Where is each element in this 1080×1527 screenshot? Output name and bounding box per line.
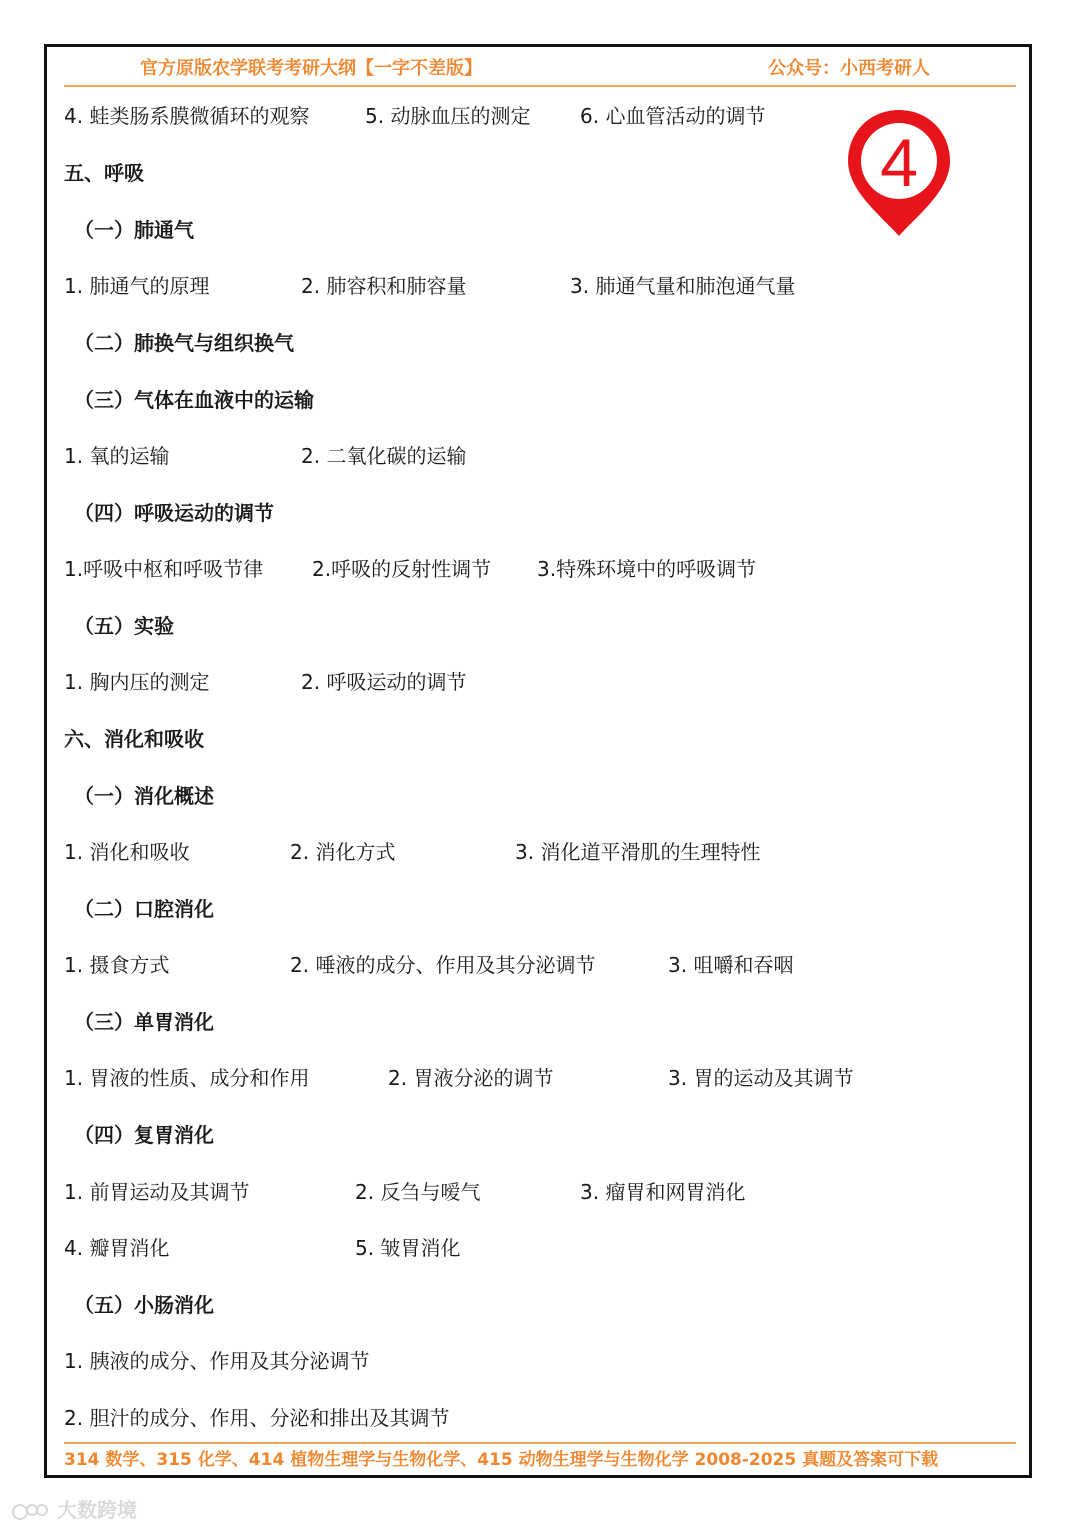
subsection-heading: （二）口腔消化	[74, 897, 214, 921]
outline-item: 2. 胆汁的成分、作用、分泌和排出及其调节	[64, 1406, 450, 1430]
watermark-logo-icon	[10, 1502, 50, 1522]
outline-item: 2. 胃液分泌的调节	[388, 1066, 554, 1090]
outline-item: 3.特殊环境中的呼吸调节	[537, 557, 757, 581]
outline-item: 5. 动脉血压的测定	[365, 104, 531, 128]
outline-item: 1. 胃液的性质、成分和作用	[64, 1066, 310, 1090]
outline-item: 1. 胸内压的测定	[64, 670, 210, 694]
outline-item: 2. 二氧化碳的运输	[301, 444, 467, 468]
outline-item: 2.呼吸的反射性调节	[312, 557, 492, 581]
outline-item: 4. 蛙类肠系膜微循环的观察	[64, 104, 310, 128]
outline-item: 1. 肺通气的原理	[64, 274, 210, 298]
outline-item: 3. 肺通气量和肺泡通气量	[570, 274, 796, 298]
subsection-heading: （五）小肠消化	[74, 1293, 214, 1317]
location-pin-badge	[844, 106, 954, 240]
subsection-heading: （一）消化概述	[74, 784, 214, 808]
outline-item: 2. 反刍与嗳气	[355, 1180, 481, 1204]
subsection-heading: （五）实验	[74, 614, 174, 638]
outline-item: 5. 皱胃消化	[355, 1236, 461, 1260]
outline-item: 2. 呼吸运动的调节	[301, 670, 467, 694]
subsection-heading: （三）气体在血液中的运输	[74, 388, 314, 412]
outline-item: 6. 心血管活动的调节	[580, 104, 766, 128]
page-frame	[44, 44, 1032, 1478]
outline-item: 3. 胃的运动及其调节	[668, 1066, 854, 1090]
watermark-text: 大数跨境	[56, 1498, 137, 1522]
section-heading: 五、呼吸	[64, 161, 144, 185]
subsection-heading: （四）复胃消化	[74, 1123, 214, 1147]
subsection-heading: （四）呼吸运动的调节	[74, 501, 274, 525]
outline-item: 3. 消化道平滑肌的生理特性	[515, 840, 761, 864]
header-account: 公众号：小西考研人	[768, 58, 930, 79]
outline-item: 1. 氧的运输	[64, 444, 170, 468]
outline-item: 2. 肺容积和肺容量	[301, 274, 467, 298]
section-heading: 六、消化和吸收	[64, 727, 204, 751]
outline-item: 1. 消化和吸收	[64, 840, 190, 864]
outline-item: 4. 瓣胃消化	[64, 1236, 170, 1260]
badge-number: 4	[880, 125, 918, 201]
header-title: 官方原版农学联考考研大纲【一字不差版】	[140, 58, 482, 79]
outline-item: 3. 咀嚼和吞咽	[668, 953, 794, 977]
outline-item: 2. 唾液的成分、作用及其分泌调节	[290, 953, 596, 977]
outline-item: 1. 胰液的成分、作用及其分泌调节	[64, 1349, 370, 1373]
outline-item: 1. 前胃运动及其调节	[64, 1180, 250, 1204]
subsection-heading: （一）肺通气	[74, 218, 194, 242]
outline-item: 3. 瘤胃和网胃消化	[580, 1180, 746, 1204]
footer-divider	[64, 1442, 1016, 1444]
subsection-heading: （二）肺换气与组织换气	[74, 331, 294, 355]
header-divider	[64, 85, 1016, 87]
outline-item: 1.呼吸中枢和呼吸节律	[64, 557, 264, 581]
outline-item: 1. 摄食方式	[64, 953, 170, 977]
outline-item: 2. 消化方式	[290, 840, 396, 864]
subsection-heading: （三）单胃消化	[74, 1010, 214, 1034]
footer-note: 314 数学、315 化学、414 植物生理学与生物化学、415 动物生理学与生物化学 2008-2025 真题及答案可下载	[64, 1450, 939, 1470]
watermark	[10, 1494, 137, 1523]
